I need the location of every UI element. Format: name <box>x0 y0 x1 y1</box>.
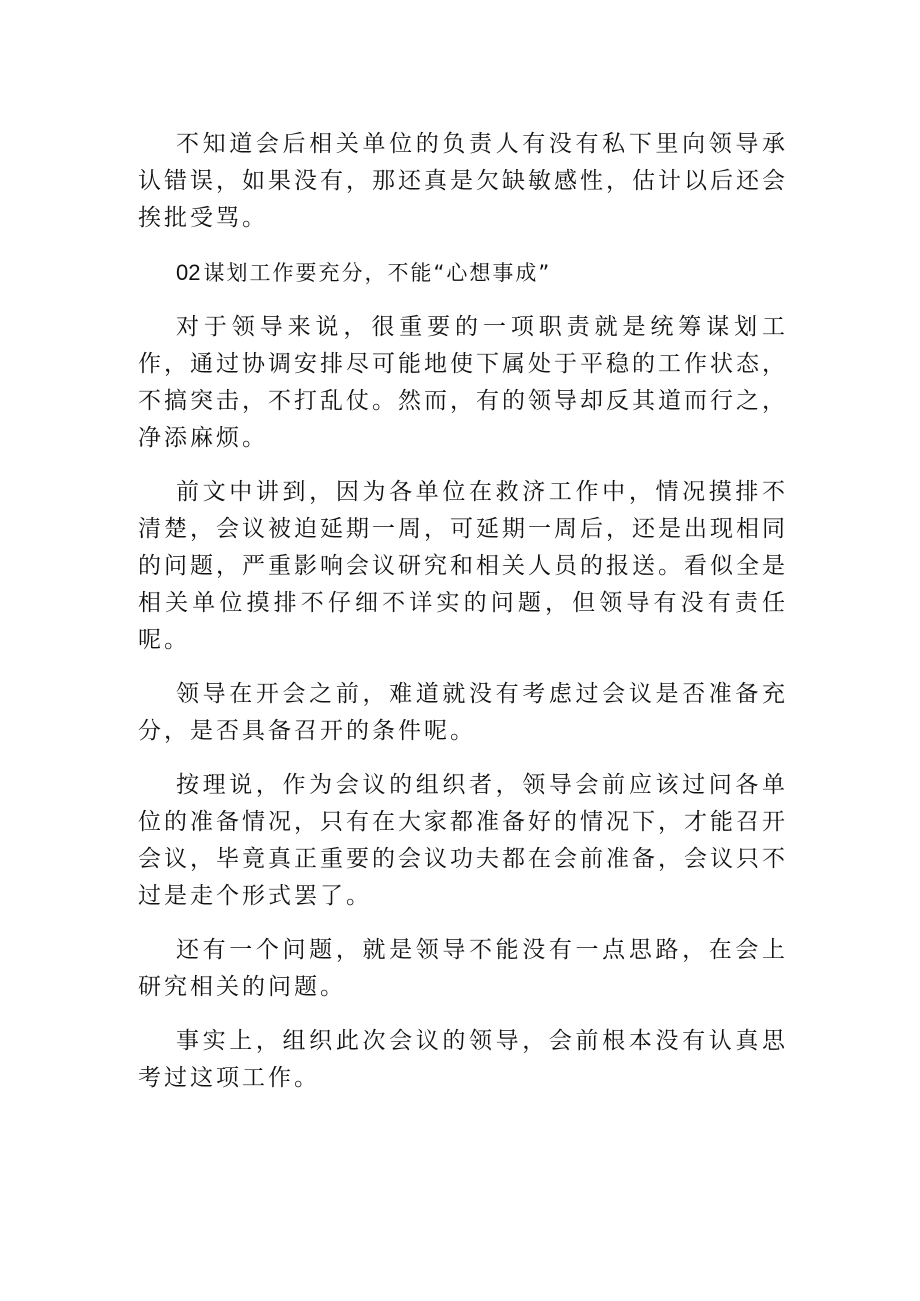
paragraph-5: 按理说，作为会议的组织者，领导会前应该过问各单位的准备情况，只有在大家都准备好的情况下，才能召开会议，毕竟真正重要的会议功夫都在会前准备，会议只不过是走个形式罢了。 <box>138 772 788 909</box>
section-heading-number: 02 <box>176 260 201 285</box>
paragraph-6: 还有一个问题，就是领导不能没有一点思路，在会上研究相关的问题。 <box>138 937 788 1000</box>
section-heading-text: 谋划工作要充分，不能“心想事成” <box>203 261 552 285</box>
paragraph-2: 对于领导来说，很重要的一项职责就是统筹谋划工作，通过协调安排尽可能地使下属处于平稳的工作状态，不搞突击，不打乱仗。然而，有的领导却反其道而行之，净添麻烦。 <box>138 314 788 451</box>
section-heading <box>138 254 788 292</box>
paragraph-1: 不知道会后相关单位的负责人有没有私下里向领导承认错误，如果没有，那还真是欠缺敏感性，估计以后还会挨批受骂。 <box>138 131 788 231</box>
paragraph-3: 前文中讲到，因为各单位在救济工作中，情况摸排不清楚，会议被迫延期一周，可延期一周后，还是出现相同的问题，严重影响会议研究和相关人员的报送。看似全是相关单位摸排不仔细不详实的问题，但领导有没有责任呢。 <box>138 479 788 653</box>
document-body <box>138 126 788 1114</box>
paragraph-4: 领导在开会之前，难道就没有考虑过会议是否准备充分，是否具备召开的条件呢。 <box>138 681 788 744</box>
paragraph-7: 事实上，组织此次会议的领导，会前根本没有认真思考过这项工作。 <box>138 1028 788 1091</box>
